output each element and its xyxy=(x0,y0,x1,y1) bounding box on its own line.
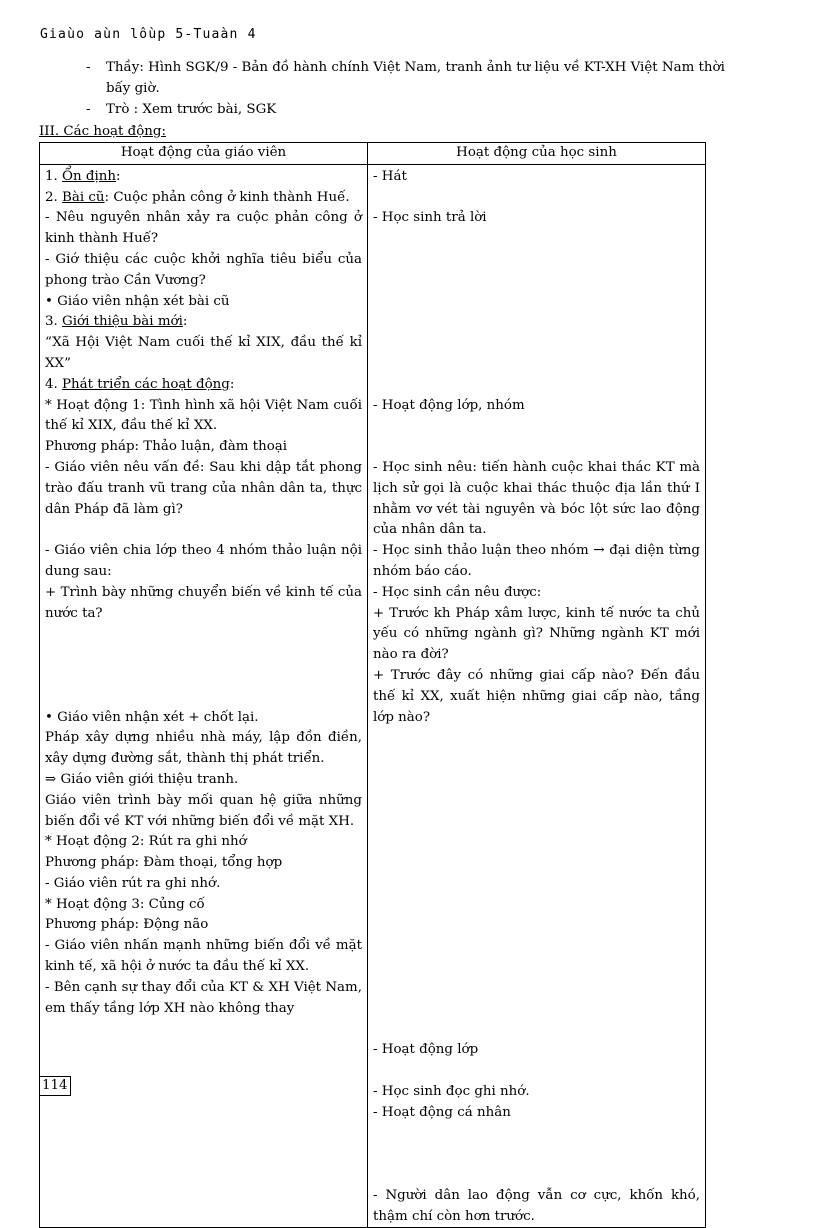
teacher-line-number: 1. xyxy=(45,168,63,184)
student-line: - Hoạt động cá nhân xyxy=(373,1104,511,1120)
student-line xyxy=(373,936,700,957)
page-number: 114 xyxy=(39,1076,71,1096)
student-line: + Trước kh Pháp xâm lược, kinh tế nước ta chủ yếu có những ngành gì? Những ngành KT mới nào ra đời? xyxy=(373,605,700,663)
teacher-line: - Giáo viên chia lớp theo 4 nhóm thảo luận nội dung sau: xyxy=(45,543,362,579)
teacher-line xyxy=(45,312,362,333)
student-activities-cell xyxy=(368,164,706,1228)
student-line xyxy=(373,1061,700,1082)
student-line xyxy=(373,292,700,313)
student-line: + Trước đây có những giai cấp nào? Đến đầu thế kỉ XX, xuất hiện những giai cấp nào, tầng lớp nào? xyxy=(373,667,700,725)
student-line xyxy=(373,1165,700,1186)
student-line: - Hoạt động lớp xyxy=(373,1042,479,1058)
student-line xyxy=(373,437,700,458)
activities-table xyxy=(39,142,706,1228)
teacher-line: - Bên cạnh sự thay đổi của KT & XH Việt Nam, em thấy tầng lớp XH nào không thay xyxy=(45,979,362,1016)
teacher-line xyxy=(45,666,362,687)
teacher-line: Phương pháp: Động não xyxy=(45,917,209,933)
student-line xyxy=(373,978,700,999)
teacher-line xyxy=(45,188,362,209)
student-line: - Học sinh trả lời xyxy=(373,210,487,226)
student-line xyxy=(373,354,700,375)
student-line xyxy=(373,1019,700,1040)
teacher-line-heading: Giới thiệu bài mới xyxy=(62,314,183,330)
teacher-line-heading: Bài cũ xyxy=(62,189,105,205)
teacher-line xyxy=(45,687,362,708)
teacher-line xyxy=(45,520,362,541)
teacher-line: • Giáo viên nhận xét + chốt lại. xyxy=(45,709,259,725)
student-line xyxy=(373,312,700,333)
teacher-line: Giáo viên trình bày mối quan hệ giữa những biến đổi về KT với những biến đổi về mặt XH. xyxy=(45,792,362,829)
teacher-line: - Giáo viên nêu vấn đề: Sau khi dập tắt phong trào đấu tranh vũ trang của nhân dân ta, thực dân Pháp đã làm gì? xyxy=(45,459,362,517)
teacher-line-text: : xyxy=(182,314,188,330)
student-line xyxy=(373,895,700,916)
teacher-line-number: 3. xyxy=(45,314,63,330)
student-line: - Học sinh nêu: tiến hành cuộc khai thác KT mà lịch sử gọi là cuộc khai thác thuộc địa lần thứ I nhằm vơ vét tài nguyên và bóc lột sức lao động của nhân dân ta. xyxy=(373,459,700,538)
student-line xyxy=(373,999,700,1020)
student-line xyxy=(373,728,700,749)
teacher-line-heading: Phát triển các hoạt động xyxy=(62,376,230,392)
section-title: III. Các hoạt động: xyxy=(39,124,167,139)
teacher-line: - Giáo viên rút ra ghi nhớ. xyxy=(45,875,221,891)
student-line xyxy=(373,770,700,791)
student-line xyxy=(373,375,700,396)
teacher-line: * Hoạt động 2: Rút ra ghi nhớ xyxy=(45,834,247,850)
preparation-list xyxy=(86,58,726,120)
teacher-line-text: : xyxy=(116,168,121,184)
table-row xyxy=(40,164,706,1228)
student-line: - Hát xyxy=(373,168,407,184)
student-line xyxy=(373,333,700,354)
student-line: - Học sinh thảo luận theo nhóm → đại diện từng nhóm báo cáo. xyxy=(373,543,700,579)
student-line: - Học sinh cần nêu được: xyxy=(373,584,542,600)
teacher-line: Phương pháp: Đàm thoại, tổng hợp xyxy=(45,855,283,871)
teacher-line xyxy=(45,624,362,645)
preparation-item-student: - Trò : Xem trước bài, SGK xyxy=(86,100,726,121)
teacher-line-number: 2. xyxy=(45,189,63,205)
teacher-line xyxy=(45,645,362,666)
student-line xyxy=(373,1144,700,1165)
teacher-line: * Hoạt động 1: Tình hình xã hội Việt Nam cuối thế kỉ XIX, đầu thế kỉ XX. xyxy=(45,397,362,434)
teacher-line: Phương pháp: Thảo luận, đàm thoại xyxy=(45,439,288,455)
teacher-activities-cell xyxy=(40,164,368,1228)
page-header: Giaùo aùn lôùp 5-Tuaàn 4 xyxy=(40,27,257,42)
student-line xyxy=(373,188,700,209)
teacher-line: * Hoạt động 3: Củng cố xyxy=(45,896,205,912)
student-line: - Người dân lao động vẫn cơ cực, khốn khó, thậm chí còn hơn trước. xyxy=(373,1187,700,1224)
student-line: - Học sinh đọc ghi nhớ. xyxy=(373,1083,530,1099)
student-line xyxy=(373,874,700,895)
student-line xyxy=(373,853,700,874)
student-line xyxy=(373,812,700,833)
teacher-line: - Nêu nguyên nhân xảy ra cuộc phản công ở kinh thành Huế? xyxy=(45,210,362,247)
student-line xyxy=(373,915,700,936)
teacher-line: “Xã Hội Việt Nam cuối thế kỉ XIX, đầu thế kỉ XX” xyxy=(45,335,362,371)
teacher-line: + Trình bày những chuyển biến về kinh tế của nước ta? xyxy=(45,584,362,621)
student-line xyxy=(373,1123,700,1144)
student-line: - Hoạt động lớp, nhóm xyxy=(373,397,525,413)
teacher-line: ⇒ Giáo viên giới thiệu tranh. xyxy=(45,771,239,787)
teacher-line: - Giáo viên nhấn mạnh những biến đổi về mặt kinh tế, xã hội ở nước ta đầu thế kỉ XX. xyxy=(45,938,362,975)
teacher-line-text: : xyxy=(229,376,235,392)
teacher-line xyxy=(45,375,362,396)
teacher-line: Pháp xây dựng nhiều nhà máy, lập đồn điền, xây dựng đường sắt, thành thị phát triển. xyxy=(45,730,362,767)
student-line xyxy=(373,271,700,292)
teacher-line-text: : Cuộc phản công ở kinh thành Huế. xyxy=(104,189,350,205)
student-line xyxy=(373,749,700,770)
student-line xyxy=(373,957,700,978)
teacher-line: • Giáo viên nhận xét bài cũ xyxy=(45,293,230,309)
teacher-line xyxy=(45,167,362,188)
table-header-row xyxy=(40,143,706,165)
student-line xyxy=(373,229,700,250)
header-student: Hoạt động của học sinh xyxy=(368,143,706,165)
preparation-item-teacher: - Thầy: Hình SGK/9 - Bản đồ hành chính Việt Nam, tranh ảnh tư liệu về KT-XH Việt Nam thời bấy giờ. xyxy=(86,58,726,100)
student-line xyxy=(373,416,700,437)
student-line xyxy=(373,791,700,812)
teacher-line-number: 4. xyxy=(45,376,63,392)
student-line xyxy=(373,832,700,853)
header-teacher: Hoạt động của giáo viên xyxy=(40,143,368,165)
teacher-line-heading: Ổn định xyxy=(62,168,117,184)
student-line xyxy=(373,250,700,271)
teacher-line: - Giớ thiệu các cuộc khởi nghĩa tiêu biểu của phong trào Cần Vương? xyxy=(45,251,362,288)
